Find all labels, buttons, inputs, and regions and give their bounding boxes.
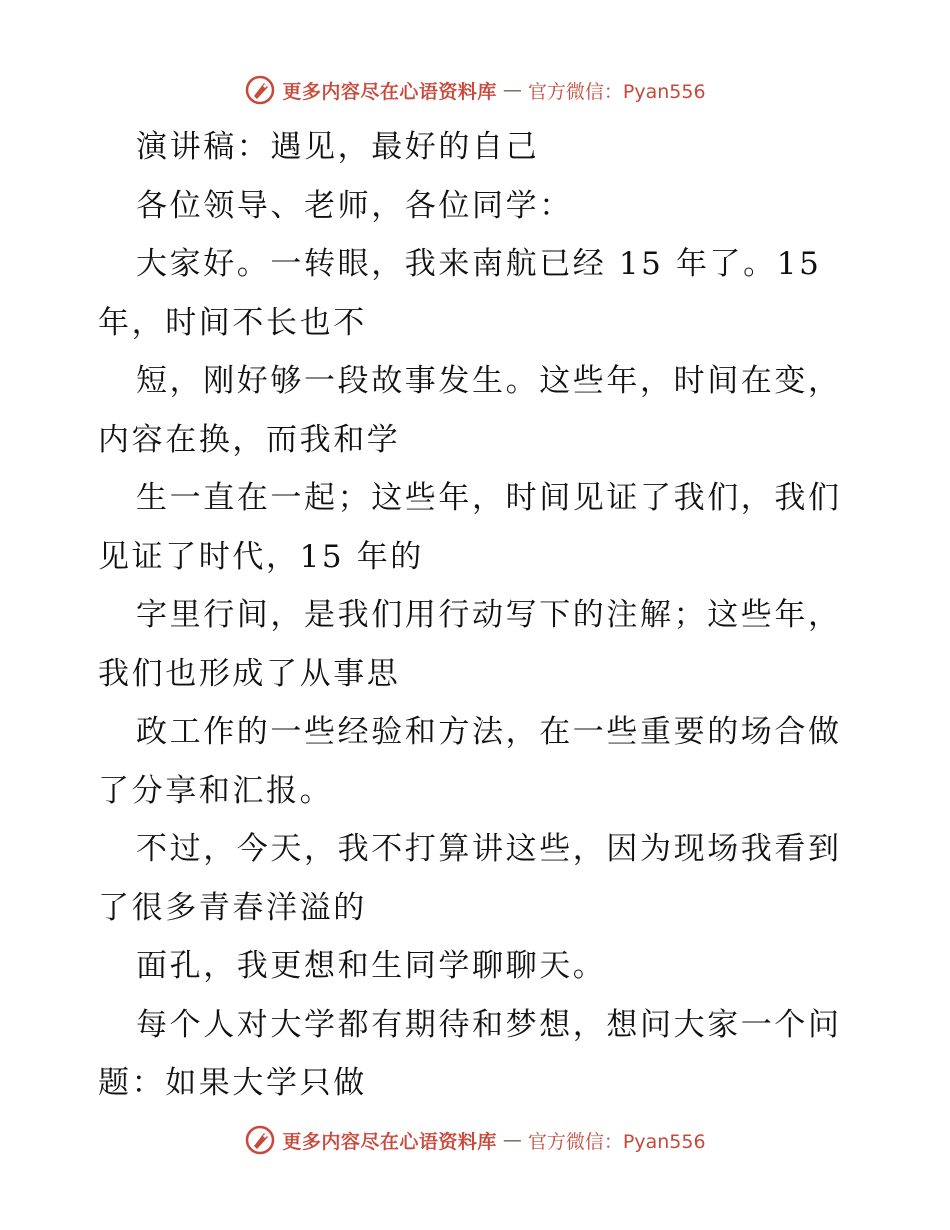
paragraph: 政工作的一些经验和方法，在一些重要的场合做 了分享和汇报。	[98, 714, 842, 809]
paragraph-greeting: 各位领导、老师，各位同学：	[136, 187, 573, 224]
banner-separator: —	[502, 1129, 522, 1151]
paragraph: 面孔，我更想和生同学聊聊天。	[136, 948, 607, 984]
paragraph: 大家好。一转眼，我来南航已经 15 年了。15 年，时间不长也不	[98, 246, 822, 341]
paragraph: 每个人对大学都有期待和梦想，想问大家一个问 题：如果大学只做	[98, 1006, 842, 1101]
paragraph: 短，刚好够一段故事发生。这些年，时间在变， 内容在换，而我和学	[98, 363, 842, 458]
document-body	[98, 118, 858, 1113]
paragraph-title: 演讲稿：遇见，最好的自己	[136, 129, 540, 165]
banner-wechat-id: 官方微信：Pyan556	[527, 80, 706, 103]
header-banner	[0, 70, 950, 110]
paragraph: 生一直在一起；这些年，时间见证了我们，我们 见证了时代，15 年的	[98, 480, 842, 575]
banner-wechat-id: 官方微信：Pyan556	[527, 1130, 706, 1153]
paragraph: 字里行间，是我们用行动写下的注解；这些年， 我们也形成了从事思	[98, 597, 842, 692]
footer-banner	[0, 1120, 950, 1160]
pen-nib-logo-icon	[244, 74, 276, 106]
banner-separator: —	[502, 79, 522, 101]
pen-nib-logo-icon	[244, 1124, 276, 1156]
paragraph: 不过，今天，我不打算讲这些，因为现场我看到 了很多青春洋溢的	[98, 831, 842, 926]
banner-promo-text: 更多内容尽在心语资料库	[282, 80, 497, 103]
banner-promo-text: 更多内容尽在心语资料库	[282, 1130, 497, 1153]
